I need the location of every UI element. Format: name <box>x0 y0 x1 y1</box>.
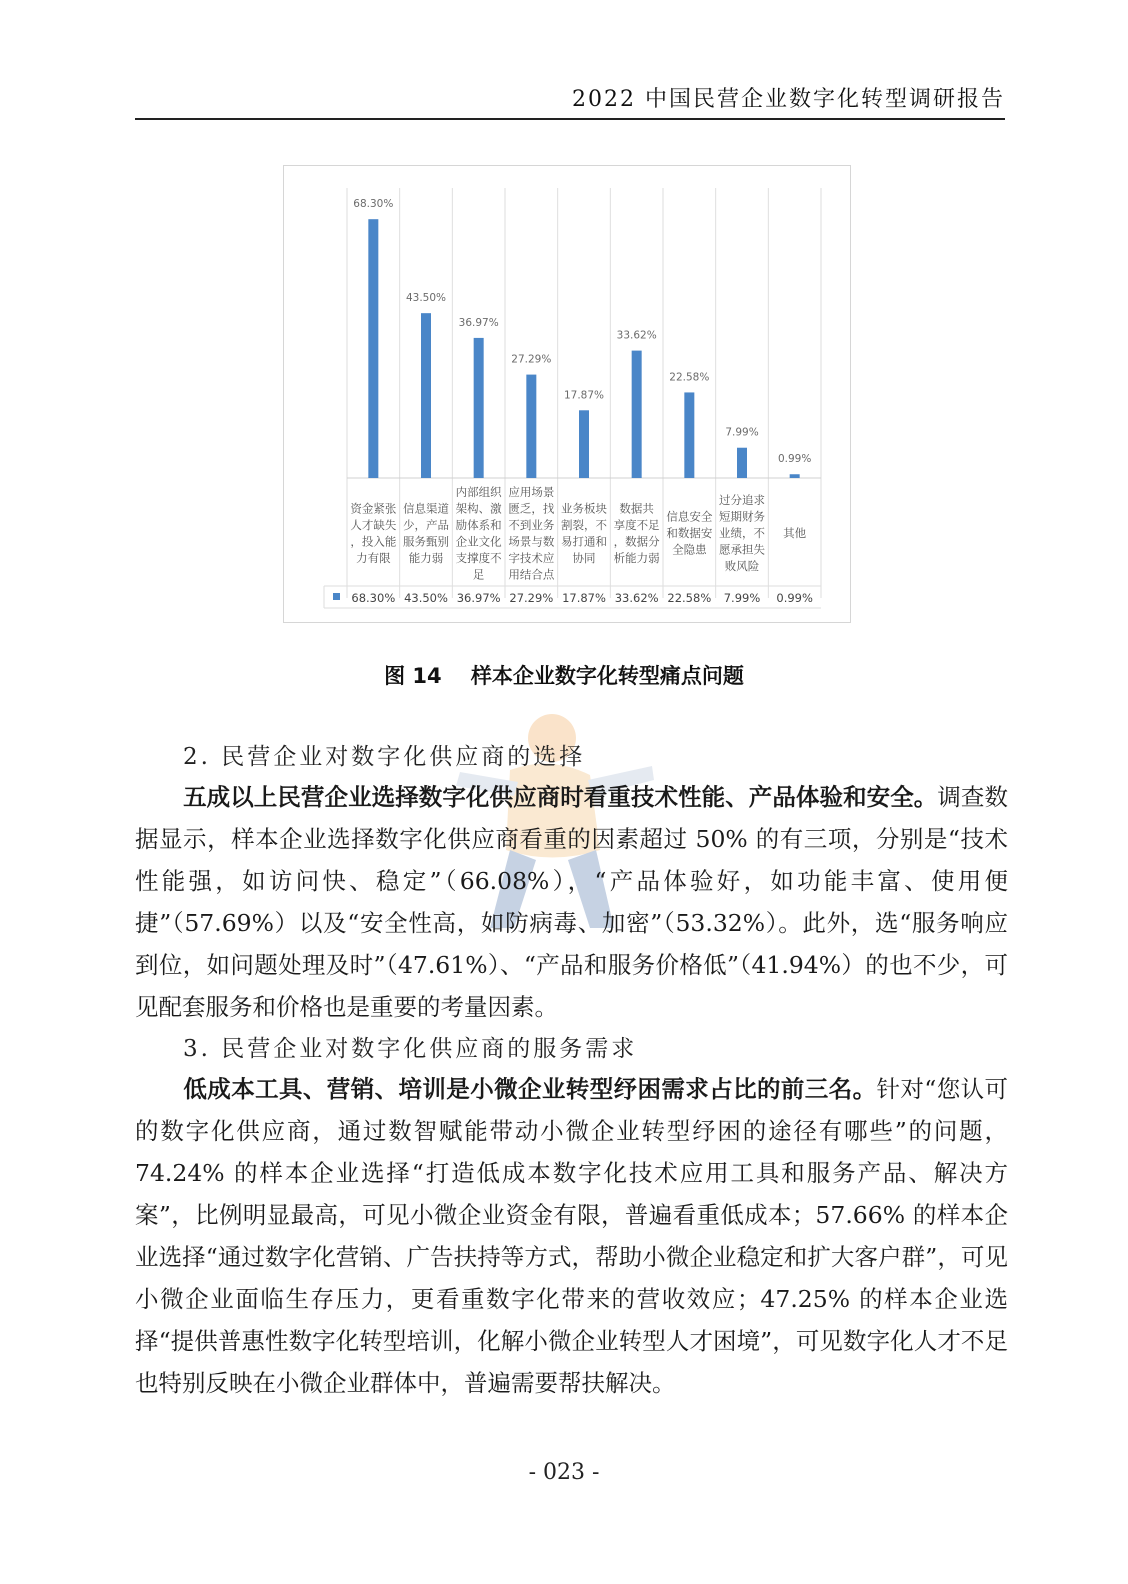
category-label: 过分追求 <box>719 493 765 507</box>
category-label: 支撑度不 <box>455 550 502 565</box>
data-label: 33.62% <box>616 329 657 342</box>
bar <box>474 338 484 478</box>
data-label: 0.99% <box>777 453 812 466</box>
running-header-title: 2022 中国民营企业数字化转型调研报告 <box>572 87 1005 112</box>
figure-caption: 图 14 样本企业数字化转型痛点问题 <box>384 664 744 688</box>
data-label: 7.99% <box>725 426 759 439</box>
section-3-lead: 低成本工具、营销、培训是小微企业转型纾困需求占比的前三名。 <box>183 1075 877 1103</box>
bar <box>368 219 378 478</box>
section-2-body: 调查数据显示，样本企业选择数字化供应商看重的因素超过 50% 的有三项，分别是“技术性能强，如访问快、稳定”（66.08%），“产品体验好，如功能丰富、使用便捷”（57.69%）以及“安全性高，如防病毒、加密”（53.32%）。此外，选“服务响应到位，如问题处理及时”（47.61%）、“产品和服务价格低”（41.94%）的也不少，可见配套服务和价格也是重要的考量因素。 <box>135 783 1009 1021</box>
section-2-lead: 五成以上民营企业选择数字化供应商时看重技术性能、产品体验和安全。 <box>183 783 938 811</box>
bar <box>421 313 431 478</box>
category-label: 能力弱 <box>408 550 444 565</box>
section-3-paragraph <box>135 1068 1008 1404</box>
bar <box>579 410 589 478</box>
header-rule <box>135 118 1005 120</box>
category-label: 其他 <box>783 526 807 540</box>
bar <box>684 392 694 478</box>
bar-chart <box>284 166 850 622</box>
data-label: 36.97% <box>458 316 499 329</box>
category-label: 割裂，不 <box>561 517 607 532</box>
category-label: 不到业务 <box>508 517 555 532</box>
table-value: 7.99% <box>723 591 761 605</box>
table-value: 0.99% <box>776 591 813 605</box>
table-value: 43.50% <box>404 591 448 605</box>
category-label: 数据共 <box>619 501 654 516</box>
category-label: 信息安全 <box>666 509 713 524</box>
category-label: 应用场景 <box>508 484 555 499</box>
table-value: 36.97% <box>456 591 501 605</box>
category-label: ，投入能 <box>350 534 397 549</box>
category-label: 和数据安 <box>666 526 713 540</box>
section-2-paragraph <box>135 776 1008 1028</box>
table-value: 22.58% <box>667 591 712 605</box>
category-label: 信息渠道 <box>403 501 449 516</box>
bar-chart-frame <box>283 165 851 623</box>
bar <box>632 351 642 478</box>
category-label: 用结合点 <box>508 567 555 582</box>
section-2-heading: 2. 民营企业对数字化供应商的选择 <box>183 744 586 770</box>
data-label: 43.50% <box>405 292 447 305</box>
category-label: 协同 <box>572 550 596 565</box>
table-value: 33.62% <box>614 591 659 605</box>
category-label: 足 <box>472 567 485 582</box>
category-label: 业务板块 <box>561 501 607 516</box>
category-label: 少，产品 <box>403 517 449 532</box>
category-label: 字技术应 <box>508 550 555 565</box>
category-label: 全隐患 <box>672 542 707 557</box>
category-label: 业绩，不 <box>719 526 765 540</box>
category-label: 败风险 <box>724 559 760 573</box>
bar <box>526 375 536 478</box>
category-label: 服务甄别 <box>403 534 449 549</box>
category-label: 析能力弱 <box>613 550 660 565</box>
category-label: ，数据分 <box>613 534 660 549</box>
data-label: 22.58% <box>669 371 710 384</box>
bar <box>737 448 747 478</box>
category-label: 享度不足 <box>613 517 660 532</box>
section-3-body: 针对“您认可的数字化供应商，通过数智赋能带动小微企业转型纾困的途径有哪些”的问题，74.24% 的样本企业选择“打造低成本数字化技术应用工具和服务产品、解决方案”，比例明显最高，可见小微企业资金有限，普遍看重低成本；57.66% 的样本企业选择“通过数字化营销、广告扶持等方式，帮助小微企业稳定和扩大客户群”，可见小微企业面临生存压力，更看重数字化带来的营收效应；47.25% 的样本企业选择“提供普惠性数字化转型培训，化解小微企业转型人才困境”，可见数字化人才不足也特别反映在小微企业群体中，普遍需要帮扶解决。 <box>135 1075 1009 1397</box>
legend-swatch <box>333 593 340 600</box>
data-label: 27.29% <box>511 353 552 366</box>
category-label: 架构、激 <box>455 501 502 516</box>
table-value: 27.29% <box>509 591 554 605</box>
page-number: - 023 - <box>528 1460 600 1485</box>
category-label: 短期财务 <box>719 509 765 524</box>
table-value: 68.30% <box>351 591 396 605</box>
category-label: 资金紧张 <box>350 501 397 516</box>
data-label: 17.87% <box>563 389 605 402</box>
bar <box>790 474 800 478</box>
category-label: 内部组织 <box>455 484 502 499</box>
section-3-heading: 3. 民营企业对数字化供应商的服务需求 <box>183 1036 638 1062</box>
category-label: 易打通和 <box>561 534 607 549</box>
category-label: 匮乏，找 <box>508 501 555 516</box>
category-label: 励体系和 <box>455 517 502 532</box>
data-label: 68.30% <box>353 198 394 211</box>
category-label: 人才缺失 <box>350 517 397 532</box>
category-label: 场景与数 <box>508 534 555 549</box>
category-label: 力有限 <box>356 550 391 565</box>
table-value: 17.87% <box>562 591 606 605</box>
category-label: 企业文化 <box>455 534 502 549</box>
category-label: 愿承担失 <box>719 542 765 557</box>
